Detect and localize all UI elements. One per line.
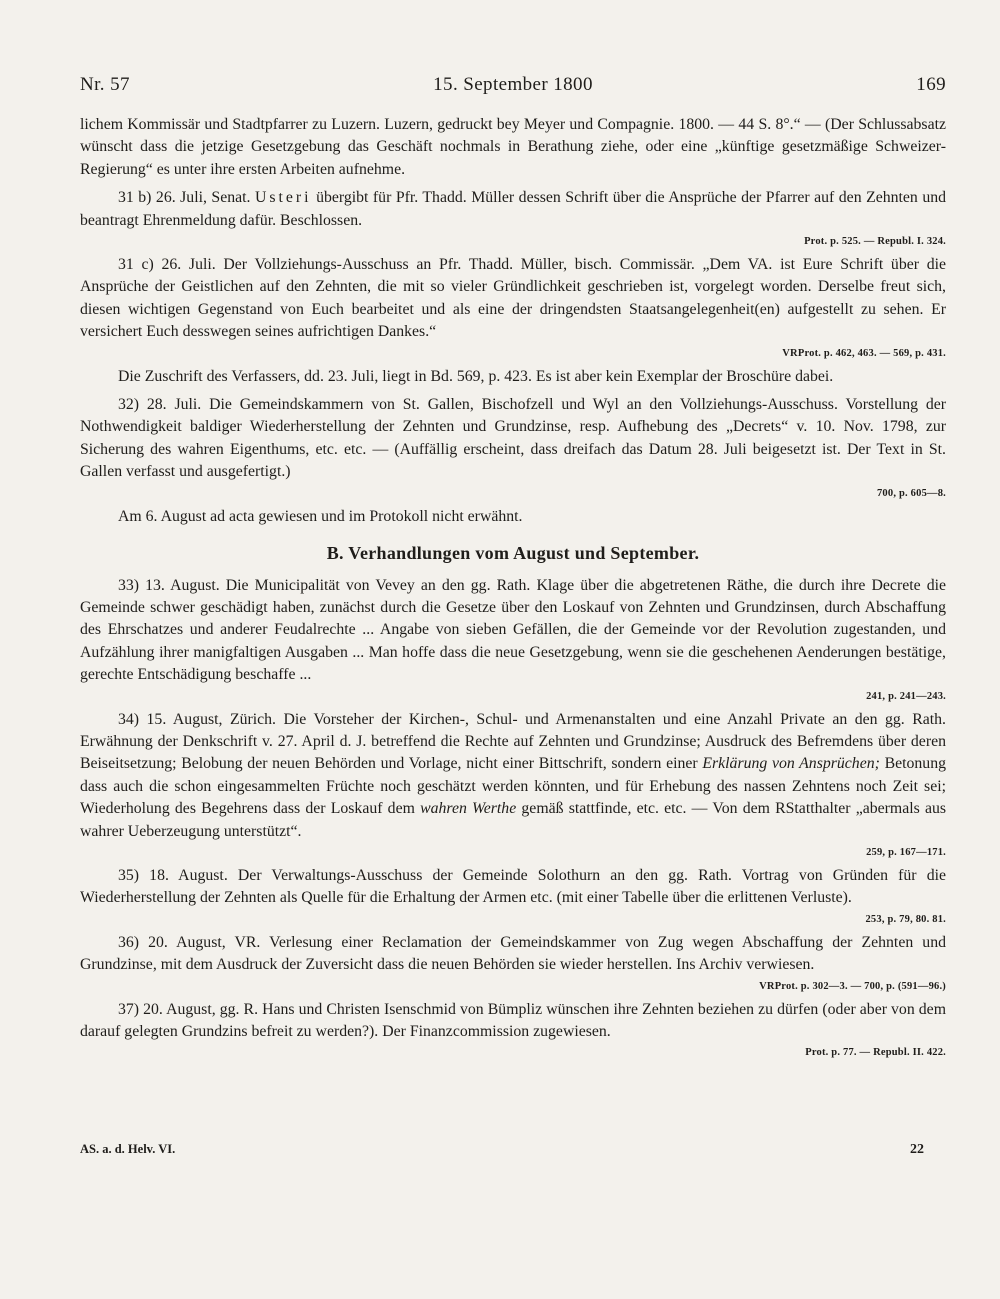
footer-source: AS. a. d. Helv. VI.	[80, 1142, 176, 1156]
entry-34-text-a: 34) 15. August, Zürich. Die Vorsteher der Kirchen-, Schul- und Armenanstalten und eine Anzahl Private an den gg. Rath. Erwähnung der Denkschrift v. 27. April d. J. betreffend die Rechte auf Zehnten und Grundzinse; Ausdruck des Befremdens über deren Beiseitsetzung; Belobung der neuen Behörden und Vorlage, nicht einer Bittschrift, sondern einer	[80, 710, 946, 773]
page-footer	[80, 1142, 946, 1162]
entry-36: 36) 20. August, VR. Verlesung einer Reclamation der Gemeindskammer von Zug wegen Abschaffung der Zehnten und Grundzinse, mit dem Ausdruck der Zuversicht dass die neuen Behörden sie wieder herstellen. Ins Archiv verwiesen.	[80, 933, 946, 974]
entry-37-reference: Prot. p. 77. — Republ. II. 422.	[805, 1047, 946, 1059]
entry-35-reference: 253, p. 79, 80. 81.	[865, 913, 946, 925]
entry-32-reference: 700, p. 605—8.	[876, 487, 946, 499]
entry-31c-note: Die Zuschrift des Verfassers, dd. 23. Juli, liegt in Bd. 569, p. 423. Es ist aber kein Exemplar der Broschüre dabei.	[118, 367, 834, 385]
page-number: 169	[916, 74, 946, 95]
page-header	[80, 74, 946, 104]
entry-34-italic-2: wahren Werthe	[420, 800, 517, 818]
section-heading: B. Verhandlungen vom August und September.	[326, 543, 700, 564]
entry-34-italic-1: Erklärung von Ansprüchen;	[702, 755, 880, 773]
entry-33-reference: 241, p. 241—243.	[866, 690, 946, 702]
footer-signature: 22	[910, 1142, 924, 1157]
entry-34-text-c: gemäß stattfinde, etc. etc. — Von dem RStatthalter „abermals aus wahrer Ueberzeugung unterstützt“.	[80, 800, 947, 840]
entry-32: 32) 28. Juli. Die Gemeindskammern von St. Gallen, Bischofzell und Wyl an den Vollziehungs-Ausschuss. Vorstellung der Nothwendigkeit baldiger Wiederherstellung der Zehnten und Grundzinse, resp. Aufhebung des „Decrets“ v. 10. Nov. 1798, zur Sicherung des wahren Eigenthums, etc. etc. — (Auffällig erscheint, dass dreifach das Datum 28. Juli beigesetzt ist. Der Text in St. Gallen verfasst und ausgefertigt.)	[80, 396, 946, 481]
header-date: 15. September 1800	[433, 74, 593, 95]
entry-35: 35) 18. August. Der Verwaltungs-Ausschuss der Gemeinde Solothurn an den gg. Rath. Vortrag von Gründen für die Wiederherstellung der Zehnten als Quelle für die Erhaltung der Armen etc. (mit einer Tabelle über die erlittenen Verluste).	[80, 866, 946, 907]
entry-31b	[80, 187, 946, 232]
page-body	[80, 114, 946, 1065]
entry-31b-reference: Prot. p. 525. — Republ. I. 324.	[804, 236, 946, 248]
paragraph-continuation: lichem Kommissär und Stadtpfarrer zu Luzern. Luzern, gedruckt bey Meyer und Compagnie. 1800. — 44 S. 8°.“ — (Der Schlussabsatz wünscht dass die jetzige Gesetzgebung das Geschäft nochmals in Berathung ziehe, oder eine „künftige gesetzmäßige Schweizer-Regierung“ es unter ihre ersten Arbeiten aufnehme.	[80, 116, 946, 178]
entry-34-reference: 259, p. 167—171.	[866, 846, 946, 858]
entry-31b-name: Usteri	[254, 189, 312, 207]
entry-36-reference: VRProt. p. 302—3. — 700, p. (591—96.)	[759, 980, 946, 992]
entry-37: 37) 20. August, gg. R. Hans und Christen Isenschmid von Bümpliz wünschen ihre Zehnten beziehen zu dürfen (oder aber von dem darauf gelegten Grundzins befreit zu werden?). Der Finanzcommission zugewiesen.	[80, 1000, 946, 1040]
entry-32-note: Am 6. August ad acta gewiesen und im Protokoll nicht erwähnt.	[118, 507, 523, 525]
entry-31c-reference: VRProt. p. 462, 463. — 569, p. 431.	[782, 347, 946, 359]
entry-31b-text-b: übergibt für Pfr. Thadd. Müller dessen Schrift über die Ansprüche der Pfarrer auf den Zehnten und beantragt Ehrenmeldung dafür. Beschlossen.	[80, 189, 947, 229]
entry-34	[80, 709, 946, 843]
entry-31b-text-a: 31 b) 26. Juli, Senat.	[118, 189, 251, 207]
entry-31c: 31 c) 26. Juli. Der Vollziehungs-Ausschuss an Pfr. Thadd. Müller, bisch. Commissär. „Dem VA. ist Eure Schrift über die Ansprüche der Geistlichen auf den Zehnten, die mit so vieler Gründlichkeit geschrieben ist, vorgelegt worden. Derselbe freut sich, diesen wichtigen Gegenstand von Euch bearbeitet und als eine der dringendsten Staatsangelegenheit(en) aufgestellt zu sehen. Er versichert Euch desswegen seines aufrichtigen Dankes.“	[80, 256, 946, 341]
entry-34-text-b: Betonung dass auch die schon eingesammelten Früchte noch geschätzt werden könnten, und für Erhebung des nassen Zehntens noch Zeit sei; Wiederholung des Begehrens dass der Loskauf dem	[80, 755, 947, 818]
entry-33: 33) 13. August. Die Municipalität von Vevey an den gg. Rath. Klage über die abgetretenen Räthe, die durch ihre Decrete die Gemeinde schwer geschädigt haben, zunächst durch die Gesetze über den Loskauf von Zehnten und Grundzinsen, durch Abschaffung des Ehrschatzes und anderer Feudalrechte ... Angabe von sieben Gefällen, die der Gemeinde vor der Revolution zugestanden, und Aufzählung ihrer manigfaltigen Ausgaben ... Man hoffe dass die neue Gesetzgebung, wenn sie die geschehenen Aenderungen bestätige, gerechte Entschädigung beschaffe ...	[80, 576, 946, 684]
document-number: Nr. 57	[80, 74, 130, 95]
